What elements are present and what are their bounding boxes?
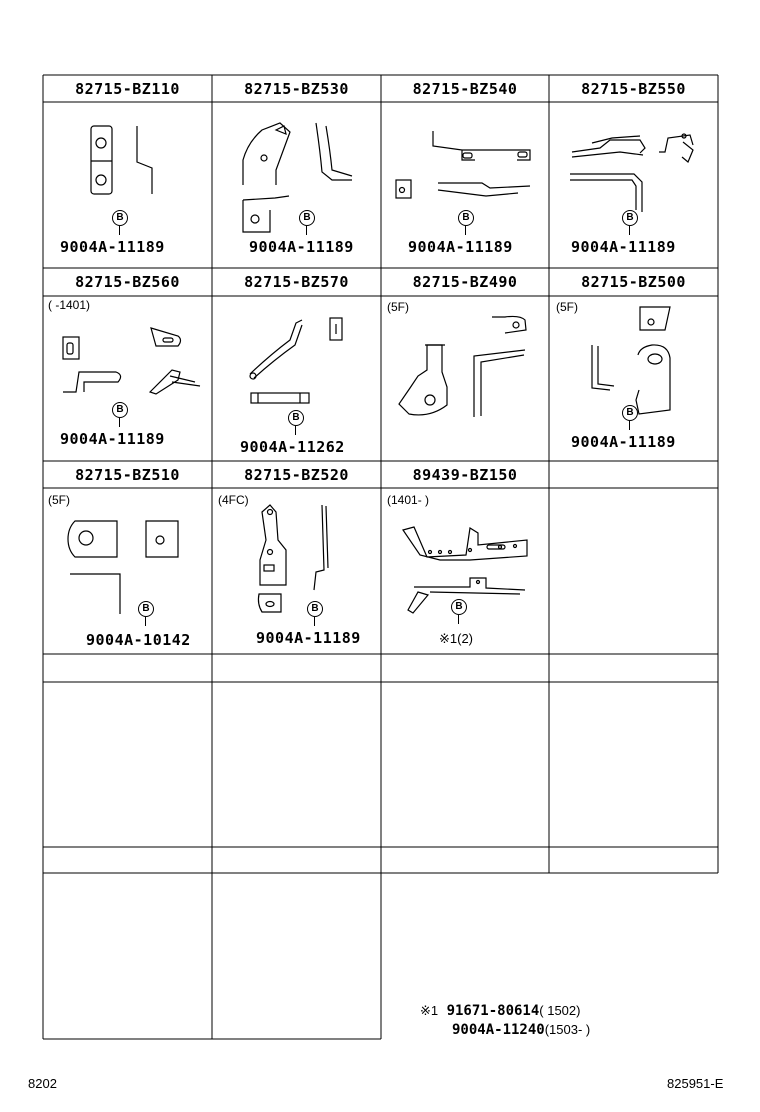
bracket-drawing [243,123,352,232]
leader-line [145,617,146,626]
bolt-callout-marker: B [622,210,638,226]
bolt-callout-marker: B [112,210,128,226]
fastener-part-number: 9004A-11262 [240,438,345,456]
bolt-callout-marker: B [307,601,323,617]
bracket-drawing [399,316,526,417]
leader-line [119,418,120,427]
page-code-left: 8202 [28,1076,57,1091]
footnote-part-1: 91671-80614 [446,1003,540,1019]
fastener-part-number: 9004A-11189 [249,238,354,256]
part-number-header: 82715-BZ510 [75,466,180,484]
leader-line [295,426,296,435]
leader-line [314,617,315,626]
footnote-note-1: ( 1502) [539,1003,581,1018]
part-number-header: 82715-BZ490 [412,273,518,291]
bracket-drawing [68,521,178,614]
fastener-part-number: 9004A-11189 [408,238,513,256]
part-number-header: 82715-BZ530 [244,80,349,98]
variant-note: (5F) [556,300,578,314]
bolt-callout-marker: B [458,210,474,226]
bracket-drawing [396,131,530,198]
variant-note: (5F) [48,493,70,507]
variant-note: (1401- ) [387,493,430,507]
variant-note: ( -1401) [48,298,91,312]
footnote-note-2: (1503- ) [544,1022,591,1037]
leader-line [458,615,459,624]
fastener-part-number: 9004A-11189 [571,433,676,451]
variant-note: (5F) [387,300,409,314]
leader-line [629,226,630,235]
leader-line [306,226,307,235]
bracket-drawing [403,527,527,613]
part-number-header: 82715-BZ520 [244,466,349,484]
footnote-part-2: 9004A-11240 [452,1022,545,1038]
footnote-mark: ※1 [420,1003,439,1018]
bolt-callout-marker: B [451,599,467,615]
bracket-drawing [592,307,670,414]
part-number-header: 82715-BZ570 [244,273,349,291]
leader-line [465,226,466,235]
part-number-header: 82715-BZ500 [581,273,686,291]
bracket-drawing [258,505,328,612]
fastener-footnote-ref: ※1(2) [439,631,474,646]
footnote-line-1 [420,1003,580,1019]
fastener-part-number: 9004A-11189 [60,238,165,256]
fastener-part-number: 9004A-11189 [60,430,165,448]
fastener-part-number: 9004A-10142 [86,631,191,649]
fastener-part-number: 9004A-11189 [571,238,676,256]
footnote-line-2 [452,1022,590,1038]
bolt-callout-marker: B [112,402,128,418]
part-number-header: 82715-BZ540 [412,80,518,98]
bracket-drawing [570,134,693,212]
part-number-header: 82715-BZ110 [75,80,180,98]
part-number-header: 89439-BZ150 [412,466,518,484]
part-number-header: 82715-BZ550 [581,80,686,98]
leader-line [119,226,120,235]
part-number-header: 82715-BZ560 [75,273,180,291]
bracket-drawing [91,126,152,194]
illustration-number: 825951-E [667,1076,724,1091]
bracket-drawing [250,318,342,403]
variant-note: (4FC) [218,493,249,507]
bolt-callout-marker: B [288,410,304,426]
bolt-callout-marker: B [138,601,154,617]
leader-line [629,421,630,430]
bolt-callout-marker: B [299,210,315,226]
bracket-drawing [63,328,200,394]
bolt-callout-marker: B [622,405,638,421]
fastener-part-number: 9004A-11189 [256,629,361,647]
